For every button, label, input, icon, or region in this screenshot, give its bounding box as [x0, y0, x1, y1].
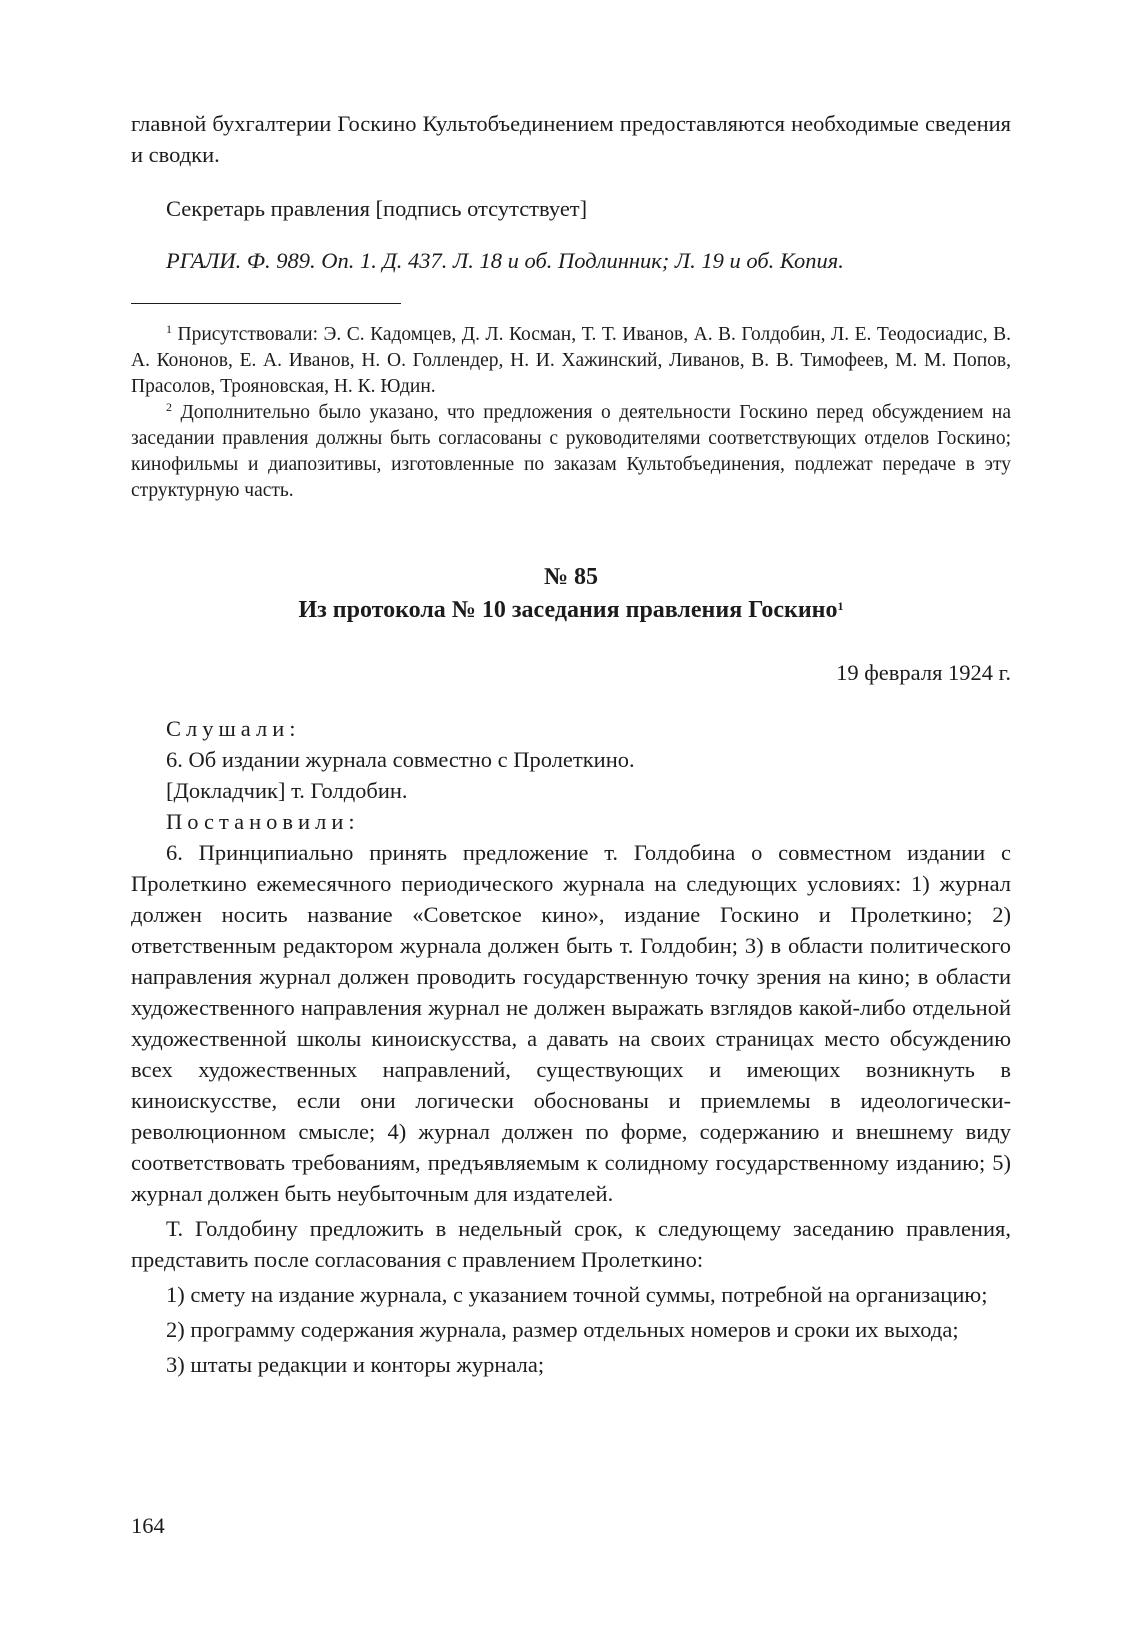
- list-item: 3) штаты редакции и конторы журнала;: [166, 1352, 545, 1377]
- document-title-note-mark: 1: [837, 599, 844, 613]
- heard-item: 6. Об издании журнала совместно с Пролеткино.: [166, 747, 635, 772]
- page-body: [131, 108, 1011, 1380]
- resolution-paragraph: 6. Принципиально принять предложение т. Голдобина о совместном издании с Пролеткино ежемесячного периодического журнала на следующих условиях: 1) журнал должен носить название «Советское кино», издание Госкино и Пролеткино; 2) ответственным редактором журнала должен быть т. Голдобин; 3) в области политического направления журнал должен проводить государственную точку зрения на кино; в области художественного направления журнал не должен выражать взглядов какой-либо отдельной художественной школы киноискусства, а давать на своих страницах место обсуждению всех художественных направлений, существующих и имеющих возникнуть в киноискусстве, если они логически обоснованы и приемлемы в идеологически-революционном смысле; 4) журнал должен по форме, содержанию и внешнему виду соответствовать требованиям, предъявляемым к солидному государственному изданию; 5) журнал должен быть неубыточным для издателей.: [131, 840, 1011, 1206]
- footnote-1-mark: 1: [166, 322, 172, 336]
- document-date: 19 февраля 1924 г.: [836, 660, 1011, 685]
- resolved-label: Постановили:: [166, 809, 360, 834]
- document-title-text: Из протокола № 10 заседания правления Госкино: [298, 597, 838, 623]
- footnote-1-text: Присутствовали: Э. С. Кадомцев, Д. Л. Косман, Т. Т. Иванов, А. В. Голдобин, Л. Е. Теодосиадис, В. А. Кононов, Е. А. Иванов, Н. О. Голлендер, Н. И. Хажинский, Ливанов, В. В. Тимофеев, М. М. Попов, Прасолов, Трояновская, Н. К. Юдин.: [131, 324, 1012, 397]
- document-number: № 85: [543, 564, 599, 590]
- footnote-2: [131, 400, 1011, 504]
- heard-label: Слушали:: [166, 716, 301, 741]
- footnote-1: [131, 322, 1011, 400]
- signature-line: Секретарь правления [подпись отсутствует]: [166, 196, 588, 221]
- speaker-line: [Докладчик] т. Голдобин.: [166, 778, 408, 803]
- instruction-paragraph: Т. Голдобину предложить в недельный срок, к следующему заседанию правления, представить после согласования с правлением Пролеткино:: [131, 1216, 1011, 1272]
- archive-reference: РГАЛИ. Ф. 989. Оп. 1. Д. 437. Л. 18 и об. Подлинник; Л. 19 и об. Копия.: [166, 248, 844, 273]
- footnote-2-mark: 2: [166, 400, 172, 414]
- footnote-2-text: Дополнительно было указано, что предложения о деятельности Госкино перед обсуждением на заседании правления должны быть согласованы с руководителями соответствующих отделов Госкино; кинофильмы и диапозитивы, изготовленные по заказам Культобъединения, подлежат передаче в эту структурную часть.: [131, 402, 1012, 501]
- top-paragraph: главной бухгалтерии Госкино Культобъединением предоставляются необходимые сведения и сводки.: [131, 111, 1011, 167]
- list-item: 2) программу содержания журнала, размер отдельных номеров и сроки их выхода;: [166, 1317, 959, 1342]
- document-title: [131, 593, 1011, 627]
- page-number: 164: [131, 1513, 165, 1538]
- footnote-divider: [131, 303, 401, 304]
- list-item: 1) смету на издание журнала, с указанием точной суммы, потребной на организацию;: [166, 1282, 988, 1307]
